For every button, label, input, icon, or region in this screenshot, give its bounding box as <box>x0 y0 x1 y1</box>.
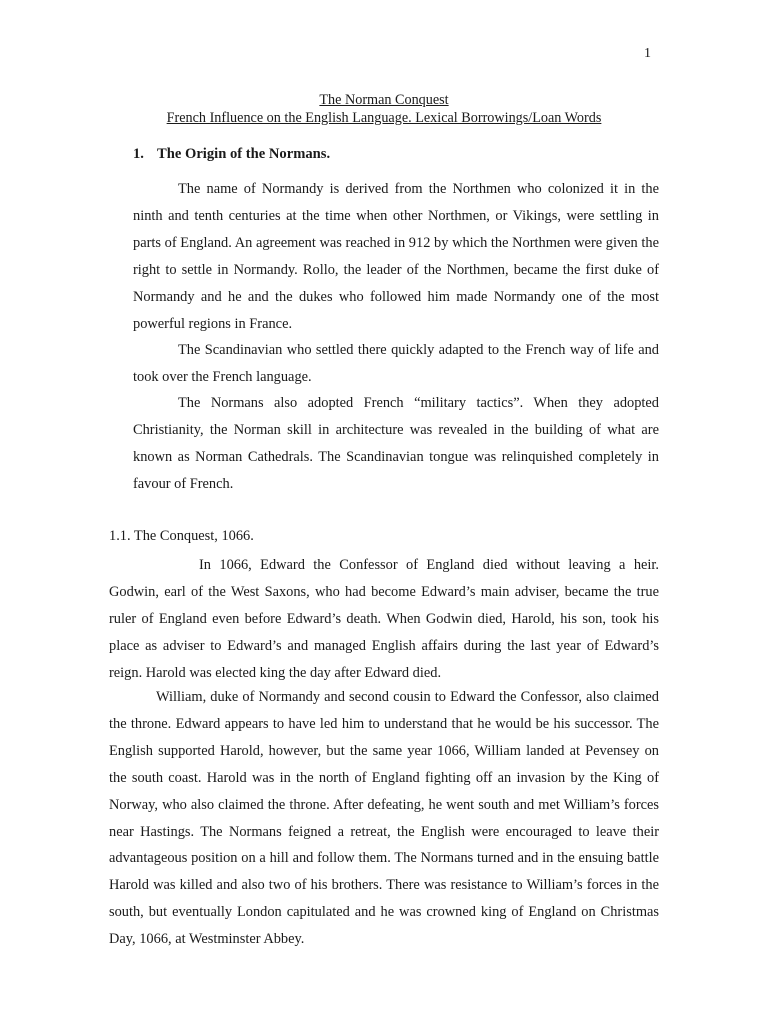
paragraph-william-claim: William, duke of Normandy and second cousin to Edward the Confessor, also claimed the throne. Edward appears to have led him to understand that he would be his successor. The English supported Harold, however, but the same year 1066, William landed at Pevensey on the south coast. Harold was in the north of England fighting off an invasion by the King of Norway, who also claimed the throne. After defeating, he went south and met William’s forces near Hastings. The Normans feigned a retreat, the English were encouraged to leave their advantageous position on a hill and follow them. The Normans turned and in the ensuing battle Harold was killed and also two of his brothers. There was resistance to William’s forces in the south, but eventually London capitulated and he was crowned king of England on Christmas Day, 1066, at Westminster Abbey. <box>109 689 659 948</box>
subsection-heading-conquest: 1.1. The Conquest, 1066. <box>109 528 254 544</box>
document-title: The Norman Conquest <box>319 92 449 108</box>
document-subtitle: French Influence on the English Language. Lexical Borrowings/Loan Words <box>166 110 602 126</box>
section-heading-origin <box>133 144 330 164</box>
section-title: The Origin of the Normans. <box>157 146 331 162</box>
paragraph-norman-tactics: The Normans also adopted French “military tactics”. When they adopted Christianity, the Norman skill in architecture was revealed in the building of what are known as Norman Cathedrals. The Scandinavian tongue was relinquished completely in favour of French. <box>133 395 659 492</box>
paragraph-scandinavian-adaptation: The Scandinavian who settled there quickly adapted to the French way of life and took over the French language. <box>133 342 659 385</box>
section-number: 1. <box>133 146 144 162</box>
paragraph-normandy-origin: The name of Normandy is derived from the Northmen who colonized it in the ninth and tenth centuries at the time when other Northmen, or Vikings, were settling in parts of England. An agreement was reached in 912 by which the Northmen were given the right to settle in Normandy. Rollo, the leader of the Northmen, became the first duke of Normandy and he and the dukes who followed him made Normandy one of the most powerful regions in France. <box>133 181 659 332</box>
paragraph-edward-death: In 1066, Edward the Confessor of England died without leaving a heir. Godwin, earl of the West Saxons, who had become Edward’s main adviser, became the true ruler of England even before Edward’s death. When Godwin died, Harold, his son, took his place as adviser to Edward’s and managed English affairs during the last year of Edward’s reign. Harold was elected king the day after Edward died. <box>109 557 659 681</box>
page-number: 1 <box>644 46 651 61</box>
